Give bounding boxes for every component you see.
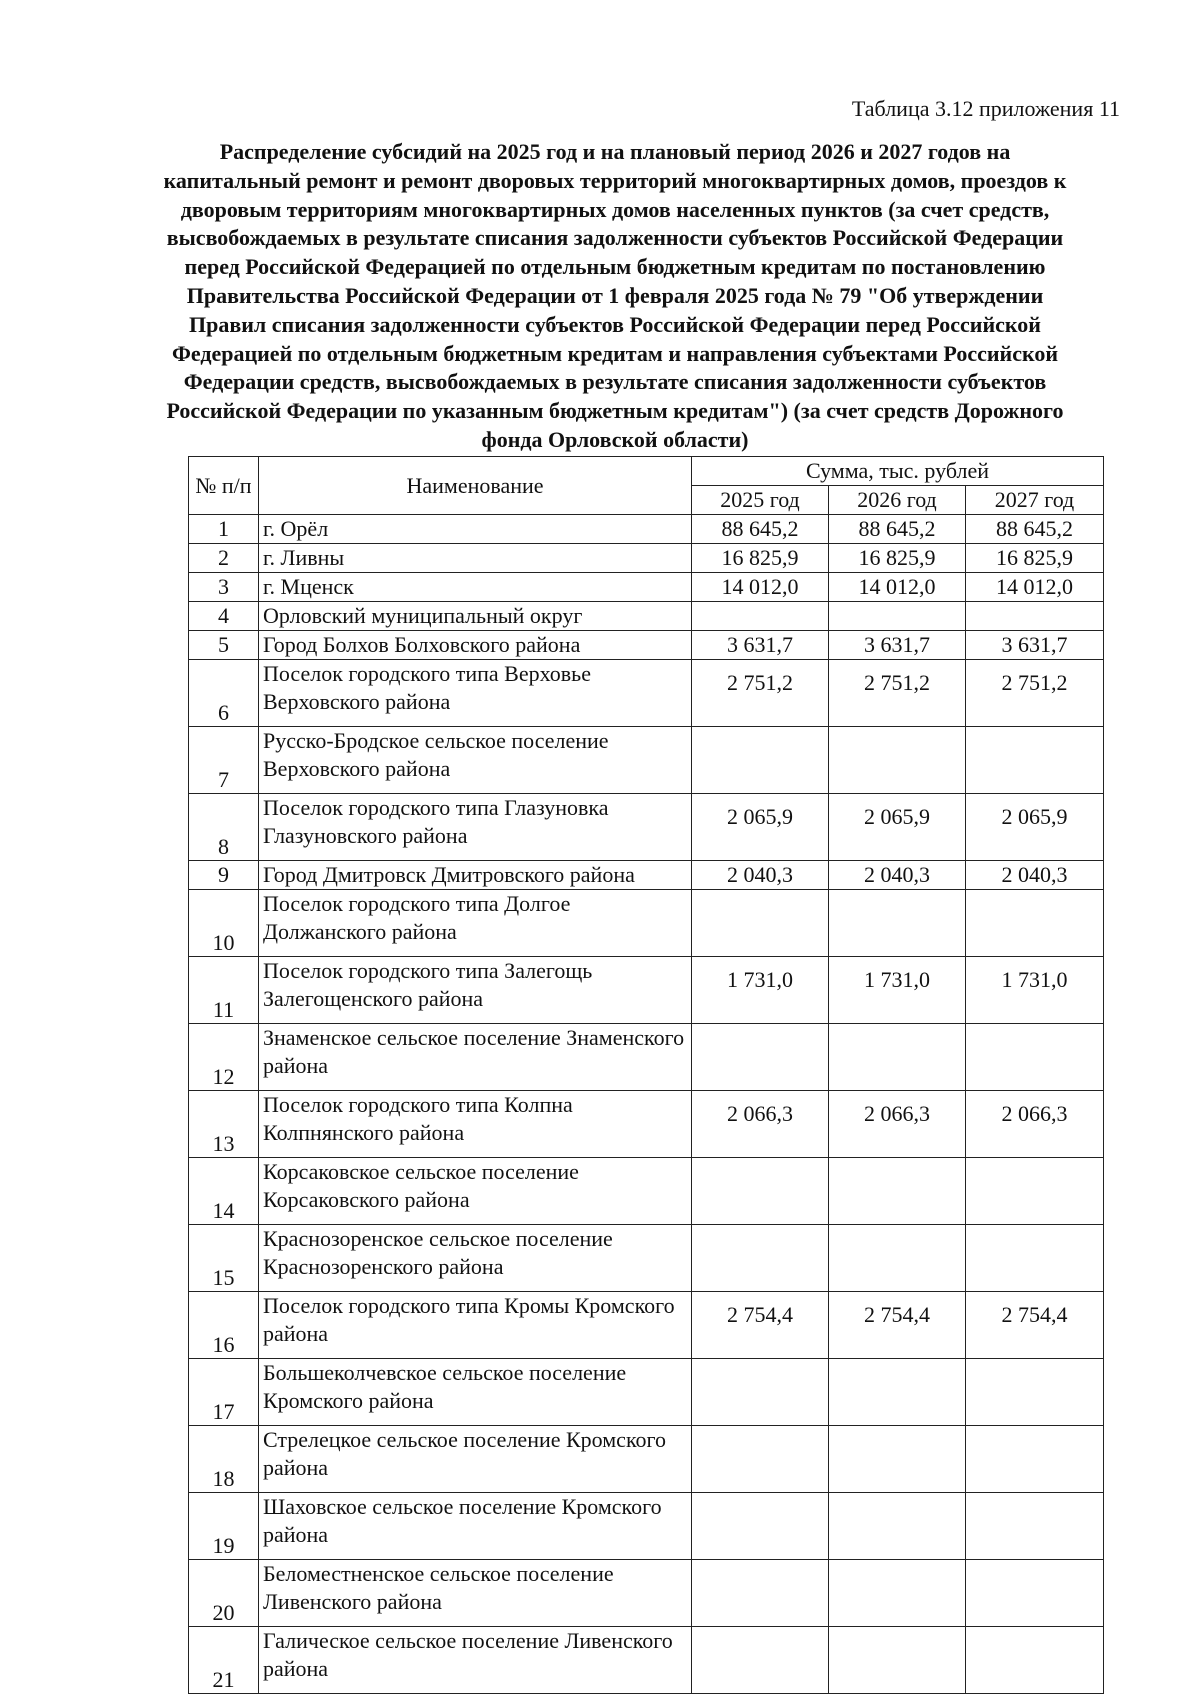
value-2025 bbox=[692, 1627, 829, 1694]
row-name: г. Мценск bbox=[259, 573, 692, 602]
value-2027: 2 040,3 bbox=[966, 861, 1104, 890]
value-2027: 2 065,9 bbox=[966, 794, 1104, 861]
value-2025 bbox=[692, 1225, 829, 1292]
row-number: 12 bbox=[189, 1024, 259, 1091]
subsidy-table bbox=[188, 456, 1104, 1694]
value-2027: 1 731,0 bbox=[966, 957, 1104, 1024]
value-2025: 3 631,7 bbox=[692, 631, 829, 660]
value-2027: 16 825,9 bbox=[966, 544, 1104, 573]
header-year-2027: 2027 год bbox=[966, 486, 1104, 515]
value-2025: 2 754,4 bbox=[692, 1292, 829, 1359]
value-2026 bbox=[829, 1359, 966, 1426]
header-year-2026: 2026 год bbox=[829, 486, 966, 515]
value-2027: 2 066,3 bbox=[966, 1091, 1104, 1158]
value-2027 bbox=[966, 1158, 1104, 1225]
row-name: Галическое сельское поселение Ливенского района bbox=[259, 1627, 692, 1694]
row-number: 1 bbox=[189, 515, 259, 544]
value-2025 bbox=[692, 890, 829, 957]
value-2026: 3 631,7 bbox=[829, 631, 966, 660]
table-row bbox=[189, 1024, 1104, 1091]
row-number: 20 bbox=[189, 1560, 259, 1627]
table-row bbox=[189, 890, 1104, 957]
value-2025 bbox=[692, 1426, 829, 1493]
row-number: 15 bbox=[189, 1225, 259, 1292]
value-2026 bbox=[829, 1627, 966, 1694]
row-number: 7 bbox=[189, 727, 259, 794]
table-row bbox=[189, 1627, 1104, 1694]
value-2025 bbox=[692, 1493, 829, 1560]
table-row bbox=[189, 1225, 1104, 1292]
table-row bbox=[189, 1292, 1104, 1359]
row-name: Орловский муниципальный округ bbox=[259, 602, 692, 631]
value-2025: 88 645,2 bbox=[692, 515, 829, 544]
row-number: 2 bbox=[189, 544, 259, 573]
row-name: Поселок городского типа Колпна Колпнянского района bbox=[259, 1091, 692, 1158]
value-2025: 16 825,9 bbox=[692, 544, 829, 573]
value-2026: 2 751,2 bbox=[829, 660, 966, 727]
table-row bbox=[189, 1091, 1104, 1158]
value-2026 bbox=[829, 1560, 966, 1627]
value-2027 bbox=[966, 890, 1104, 957]
value-2027: 88 645,2 bbox=[966, 515, 1104, 544]
value-2025 bbox=[692, 1024, 829, 1091]
row-number: 16 bbox=[189, 1292, 259, 1359]
row-name: Поселок городского типа Верховье Верховского района bbox=[259, 660, 692, 727]
header-name: Наименование bbox=[259, 457, 692, 515]
table-row bbox=[189, 727, 1104, 794]
value-2027 bbox=[966, 1359, 1104, 1426]
value-2025: 2 065,9 bbox=[692, 794, 829, 861]
value-2026 bbox=[829, 602, 966, 631]
value-2027: 2 751,2 bbox=[966, 660, 1104, 727]
table-row bbox=[189, 1560, 1104, 1627]
row-name: Город Дмитровск Дмитровского района bbox=[259, 861, 692, 890]
value-2027 bbox=[966, 727, 1104, 794]
row-name: Поселок городского типа Залегощь Залегощенского района bbox=[259, 957, 692, 1024]
value-2027 bbox=[966, 602, 1104, 631]
row-number: 3 bbox=[189, 573, 259, 602]
header-sum: Сумма, тыс. рублей bbox=[692, 457, 1104, 486]
header-number: № п/п bbox=[189, 457, 259, 515]
row-number: 14 bbox=[189, 1158, 259, 1225]
value-2026 bbox=[829, 1426, 966, 1493]
table-row bbox=[189, 861, 1104, 890]
value-2027 bbox=[966, 1024, 1104, 1091]
table-reference: Таблица 3.12 приложения 11 bbox=[851, 96, 1120, 121]
row-name: Шаховское сельское поселение Кромского района bbox=[259, 1493, 692, 1560]
value-2026: 1 731,0 bbox=[829, 957, 966, 1024]
table-row bbox=[189, 660, 1104, 727]
row-name: Поселок городского типа Глазуновка Глазуновского района bbox=[259, 794, 692, 861]
value-2025 bbox=[692, 1560, 829, 1627]
value-2025 bbox=[692, 1359, 829, 1426]
table-row bbox=[189, 1359, 1104, 1426]
value-2025: 1 731,0 bbox=[692, 957, 829, 1024]
value-2027 bbox=[966, 1225, 1104, 1292]
value-2026: 14 012,0 bbox=[829, 573, 966, 602]
row-number: 18 bbox=[189, 1426, 259, 1493]
row-name: Краснозоренское сельское поселение Краснозоренского района bbox=[259, 1225, 692, 1292]
value-2025 bbox=[692, 602, 829, 631]
row-number: 19 bbox=[189, 1493, 259, 1560]
header-row bbox=[189, 457, 1104, 486]
row-number: 8 bbox=[189, 794, 259, 861]
value-2026 bbox=[829, 890, 966, 957]
table-row bbox=[189, 573, 1104, 602]
value-2026: 88 645,2 bbox=[829, 515, 966, 544]
row-name: Город Болхов Болховского района bbox=[259, 631, 692, 660]
row-name: г. Орёл bbox=[259, 515, 692, 544]
value-2025: 14 012,0 bbox=[692, 573, 829, 602]
value-2025: 2 066,3 bbox=[692, 1091, 829, 1158]
row-number: 10 bbox=[189, 890, 259, 957]
value-2026 bbox=[829, 1024, 966, 1091]
value-2026: 2 066,3 bbox=[829, 1091, 966, 1158]
value-2026: 2 754,4 bbox=[829, 1292, 966, 1359]
value-2025: 2 751,2 bbox=[692, 660, 829, 727]
row-number: 13 bbox=[189, 1091, 259, 1158]
row-number: 5 bbox=[189, 631, 259, 660]
document-title: Распределение субсидий на 2025 год и на плановый период 2026 и 2027 годов на капитальный ремонт и ремонт дворовых территорий многоквартирных домов, проездов к дворовым территориям многоквартирных домов населенных пунктов (за счет средств, высвобождаемых в результате списания задолженности субъектов Российской Федерации перед Российской Федерацией по отдельным бюджетным кредитам по постановлению Правительства Российской Федерации от 1 февраля 2025 года № 79 "Об утверждении Правил списания задолженности субъектов Российской Федерации перед Российской Федерацией по отдельным бюджетным кредитам и направления субъектами Российской Федерации средств, высвобождаемых в результате списания задолженности субъектов Российской Федерации по указанным бюджетным кредитам") (за счет средств Дорожного фонда Орловской области) bbox=[163, 139, 1067, 452]
value-2026 bbox=[829, 1158, 966, 1225]
table-row bbox=[189, 794, 1104, 861]
row-name: Знаменское сельское поселение Знаменского района bbox=[259, 1024, 692, 1091]
table-row bbox=[189, 544, 1104, 573]
table-row bbox=[189, 602, 1104, 631]
row-number: 11 bbox=[189, 957, 259, 1024]
row-number: 17 bbox=[189, 1359, 259, 1426]
value-2025 bbox=[692, 1158, 829, 1225]
value-2025: 2 040,3 bbox=[692, 861, 829, 890]
row-name: г. Ливны bbox=[259, 544, 692, 573]
row-number: 9 bbox=[189, 861, 259, 890]
table-row bbox=[189, 1426, 1104, 1493]
row-number: 4 bbox=[189, 602, 259, 631]
value-2027: 3 631,7 bbox=[966, 631, 1104, 660]
value-2026 bbox=[829, 727, 966, 794]
row-number: 6 bbox=[189, 660, 259, 727]
value-2027 bbox=[966, 1493, 1104, 1560]
value-2027 bbox=[966, 1560, 1104, 1627]
table-row bbox=[189, 515, 1104, 544]
value-2025 bbox=[692, 727, 829, 794]
row-name: Корсаковское сельское поселение Корсаковского района bbox=[259, 1158, 692, 1225]
row-name: Поселок городского типа Долгое Должанского района bbox=[259, 890, 692, 957]
header-year-2025: 2025 год bbox=[692, 486, 829, 515]
table-row bbox=[189, 1158, 1104, 1225]
value-2027 bbox=[966, 1627, 1104, 1694]
table-row bbox=[189, 957, 1104, 1024]
row-name: Поселок городского типа Кромы Кромского района bbox=[259, 1292, 692, 1359]
table-row bbox=[189, 1493, 1104, 1560]
row-name: Русско-Бродское сельское поселение Верховского района bbox=[259, 727, 692, 794]
value-2026 bbox=[829, 1493, 966, 1560]
row-name: Беломестненское сельское поселение Ливенского района bbox=[259, 1560, 692, 1627]
row-number: 21 bbox=[189, 1627, 259, 1694]
value-2027: 14 012,0 bbox=[966, 573, 1104, 602]
row-name: Стрелецкое сельское поселение Кромского района bbox=[259, 1426, 692, 1493]
value-2027 bbox=[966, 1426, 1104, 1493]
value-2026: 16 825,9 bbox=[829, 544, 966, 573]
value-2027: 2 754,4 bbox=[966, 1292, 1104, 1359]
value-2026 bbox=[829, 1225, 966, 1292]
row-name: Большеколчевское сельское поселение Кромского района bbox=[259, 1359, 692, 1426]
value-2026: 2 040,3 bbox=[829, 861, 966, 890]
value-2026: 2 065,9 bbox=[829, 794, 966, 861]
table-row bbox=[189, 631, 1104, 660]
